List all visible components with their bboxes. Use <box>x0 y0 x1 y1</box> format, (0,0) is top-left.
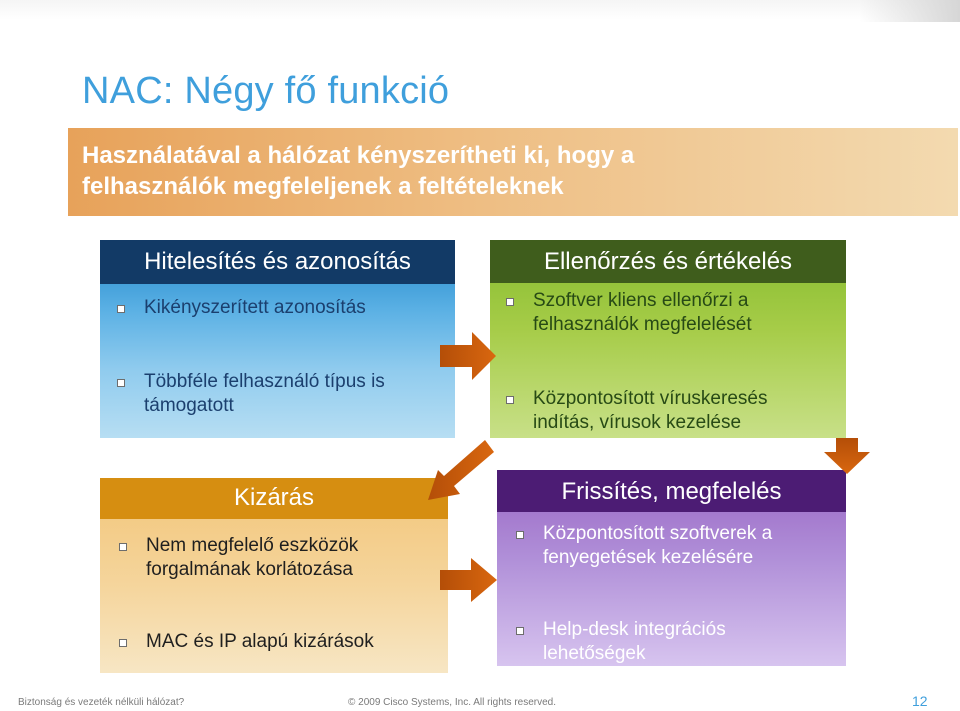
auth-heading: Hitelesítés és azonosítás <box>100 240 455 284</box>
footer-copyright: © 2009 Cisco Systems, Inc. All rights reserved. <box>348 697 557 708</box>
check-box: Ellenőrzés és értékelés Szoftver kliens ellenőrzi a felhasználók megfelelését Központosított víruskeresés indítás, vírusok kezelése <box>490 240 846 438</box>
exclude-box: Kizárás Nem megfelelő eszközök forgalmának korlátozása MAC és IP alapú kizárások <box>100 478 448 673</box>
arrow-check-to-update-icon <box>824 438 870 474</box>
exclude-heading: Kizárás <box>100 478 448 519</box>
page-number: 12 <box>912 693 928 709</box>
update-box: Frissítés, megfelelés Központosított szoftverek a fenyegetések kezelésére Help-desk integrációs lehetőségek <box>497 470 846 666</box>
update-heading: Frissítés, megfelelés <box>497 470 846 512</box>
arrow-auth-to-check-icon <box>440 332 496 380</box>
slide-title: NAC: Négy fő funkció <box>82 70 450 112</box>
auth-box: Hitelesítés és azonosítás Kikényszerített azonosítás Többféle felhasználó típus is támogatott <box>100 240 455 438</box>
footer-left: Biztonság és vezeték nélküli hálózat? <box>18 697 185 708</box>
banner-line-2: felhasználók megfeleljenek a feltételeknek <box>82 173 564 200</box>
banner-line-1: Használatával a hálózat kényszerítheti ki, hogy a <box>82 142 635 169</box>
check-heading: Ellenőrzés és értékelés <box>490 240 846 283</box>
arrow-exclude-to-update-icon <box>440 558 497 602</box>
arrow-diagonal-icon <box>428 440 494 500</box>
